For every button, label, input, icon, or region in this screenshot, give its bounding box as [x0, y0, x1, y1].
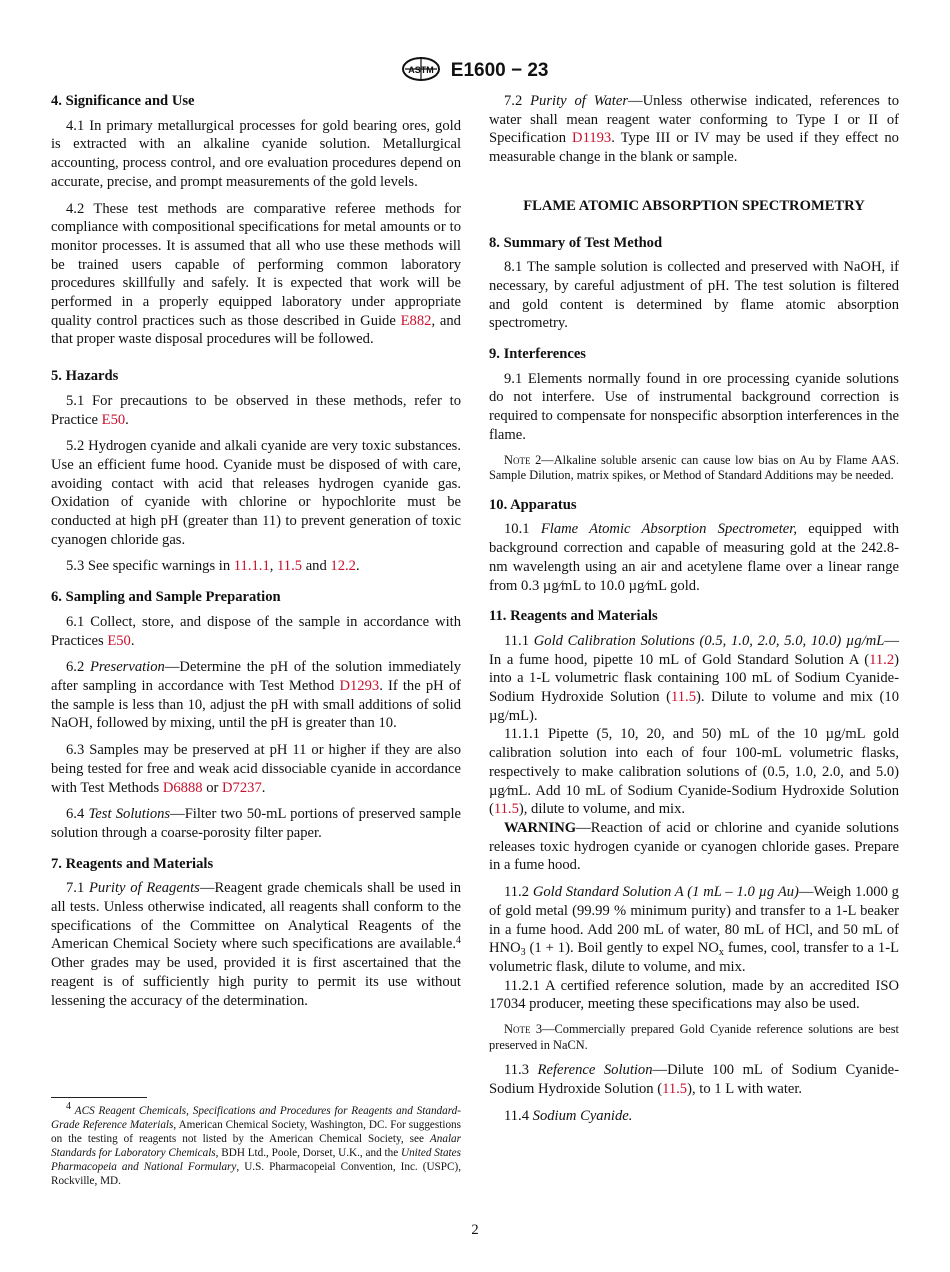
para-7-1: 7.1 Purity of Reagents—Reagent grade chemicals shall be used in all tests. Unless otherwise indicated, all reagents shall conform to the specifications of the Committee on Analytical Reagents of the American Chemical Society where such specifications are available.$^4$ Other grades may be used, provided it is first ascertained that the reagent is of sufficiently high purity to permit its use without lessening the accuracy of the determination. — [51, 880, 461, 1009]
para-11-1: 11.1 Gold Calibration Solutions (0.5, 1.0, 2.0, 5.0, 10.0) µg/mL—In a fume hood, pipette 10 mL of Gold Standard Solution A (11.2) into a 1-L volumetric flask containing 100 mL of Sodium Cyanide-Sodium Hydroxide Solution (11.5). Dilute to volume and mix (10 µg/mL). — [489, 632, 900, 724]
footnote-4: $^4$ ACS Reagent Chemicals, Specifications and Procedures for Reagents and Standard-Grade Reference Materials, American Chemical Society, Washington, DC. For suggestions on the testing of reagents not listed by the American Chemical Society, see Analar Standards for Laboratory Chemicals, BDH Ltd., Poole, Dorset, U.K., and the United States Pharmacopeia and National Formulary, U.S. Pharmacopeial Convention, Inc. (USPC), Rockville, MD. — [51, 1101, 461, 1187]
para-10-1: 10.1 Flame Atomic Absorption Spectrometer, equipped with background correction and capable of measuring gold at the 242.8-nm wavelength using an air and acetylene flame over a linear range from 0.3 µg⁄mL to 10.0 µg⁄mL gold. — [489, 521, 900, 594]
link-11-5[interactable]: 11.5 — [277, 558, 303, 575]
para-11-2-1: 11.2.1 A certified reference solution, made by an accredited ISO 17034 producer, meeting these specifications may also be used. — [489, 977, 899, 1013]
para-5-3: 5.3 See specific warnings in 11.1.1, 11.5 and 12.2. — [66, 558, 360, 575]
para-11-2: 11.2 Gold Standard Solution A (1 mL – 1.0 µg Au)—Weigh 1.000 g of gold metal (99.99 % minimum purity) and transfer to a 1-L beaker in a fume hood. Add 200 mL of water, 80 mL of HCl, and 50 mL of $HNO_3$ (1 + 1). Boil gently to expel $NO_x$ fumes, cool, transfer to a 1-L volumetric flask, dilute to volume, and mix. — [489, 884, 900, 975]
document-designation: E1600 − 23 — [450, 60, 549, 81]
faas-heading: FLAME ATOMIC ABSORPTION SPECTROMETRY — [523, 197, 865, 214]
link-12-2[interactable]: 12.2 — [330, 558, 356, 575]
para-11-1-1: 11.1.1 Pipette (5, 10, 20, and 50) mL of the 10 µg/mL gold calibration solution into each of four 100-mL volumetric flasks, respectively to make calibration solutions of (0.5, 1.0, 2.0, and 5.0) µg⁄mL. Add 10 mL of Sodium Cyanide-Sodium Hydroxide Solution (11.5), dilute to volume, and mix. — [489, 726, 899, 818]
link-e50-practices[interactable]: E50 — [107, 632, 131, 649]
section-5-title: 5. Hazards — [51, 368, 119, 385]
para-6-2: 6.2 Preservation—Determine the pH of the solution immediately after sampling in accordance with Test Method D1293. If the pH of the sample is less than 10, adjust the pH with small additions of solid NaOH, followed by mixing, until the pH is greater than 10. — [51, 659, 462, 732]
para-4-2: 4.2 These test methods are comparative referee methods for compliance with compositional specifications for metal amounts or to monitor processes. It is assumed that all who use these methods will be trained users capable of performing common laboratory procedures skillfully and safely. It is expected that work will be performed in a properly equipped laboratory under appropriate quality control practices such as those described in Guide E882, and that proper waste disposal procedures will be followed. — [51, 200, 461, 348]
note-2: Note 2—Alkaline soluble arsenic can cause low bias on Au by Flame AAS. Sample Dilution, matrix spikes, or Method of Standard Additions may be needed. — [489, 452, 899, 483]
para-5-1: 5.1 For precautions to be observed in these methods, refer to Practice E50. — [51, 392, 461, 428]
link-11-5-c[interactable]: 11.5 — [662, 1080, 688, 1097]
link-d6888[interactable]: D6888 — [162, 779, 203, 796]
link-d7237[interactable]: D7237 — [222, 779, 262, 796]
link-e50[interactable]: E50 — [101, 411, 126, 428]
link-d1293[interactable]: D1293 — [339, 677, 380, 694]
section-4-title: 4. Significance and Use — [51, 93, 195, 109]
right-column — [489, 92, 899, 1133]
para-6-1: 6.1 Collect, store, and dispose of the sample in accordance with Practices E50. — [51, 613, 461, 649]
link-11-5-a[interactable]: 11.5 — [671, 689, 696, 706]
footnote-ref-4: 4 — [456, 935, 461, 947]
link-e882[interactable]: E882 — [400, 312, 432, 329]
link-d1193[interactable]: D1193 — [572, 130, 612, 147]
footnote-rule — [51, 1097, 147, 1098]
left-column — [51, 92, 461, 1018]
section-9-title: 9. Interferences — [489, 346, 586, 363]
astm-logo-text: ASTM — [408, 65, 435, 75]
astm-logo-icon — [401, 56, 441, 88]
para-9-1: 9.1 Elements normally found in ore processing cyanide solutions do not interfere. Use of instrumental background correction is required to compensate for nonspecific absorption interferences in the flame. — [489, 370, 899, 443]
page-header — [0, 56, 950, 88]
para-11-4: 11.4 Sodium Cyanide. — [504, 1107, 633, 1124]
page-number: 2 — [471, 1222, 479, 1238]
section-7-title: 7. Reagents and Materials — [51, 855, 214, 872]
link-11-2[interactable]: 11.2 — [869, 651, 895, 668]
para-4-1: 4.1 In primary metallurgical processes for gold bearing ores, gold is extracted with an alkaline cyanide solution. Metallurgical accounting, process control, and ore evaluation procedures depend on accurate, precise, and prompt measurements of the gold levels. — [51, 117, 461, 190]
note-3: Note 3—Commercially prepared Gold Cyanide reference solutions are best preserved in NaCN. — [489, 1022, 899, 1052]
section-10-title: 10. Apparatus — [489, 496, 577, 513]
link-11-5-b[interactable]: 11.5 — [493, 801, 519, 818]
section-6-title: 6. Sampling and Sample Preparation — [51, 589, 281, 606]
para-8-1: 8.1 The sample solution is collected and preserved with NaOH, if necessary, by careful adjustment of pH. The test solution is filtered and gold content is determined by flame atomic absorption spectrometry. — [489, 259, 899, 332]
para-7-2: 7.2 Purity of Water—Unless otherwise indicated, references to water shall mean reagent water conforming to Type I or II of Specification D1193. Type III or IV may be used if they effect no measurable change in the blank or sample. — [489, 93, 900, 166]
para-5-2: 5.2 Hydrogen cyanide and alkali cyanide are very toxic substances. Use an efficient fume hood. Cyanide must be disposed of with care, avoiding contact with acid that releases hydrogen cyanide gas. Oxidation of cyanide with chlorine or hypochlorite must be conducted at high pH (greater than 11) to prevent generation of toxic cyanogen chloride gas. — [51, 438, 461, 548]
para-6-3: 6.3 Samples may be preserved at pH 11 or higher if they are also being tested for free and weak acid dissociable cyanide in accordance with Test Methods D6888 or D7237. — [51, 742, 461, 796]
para-6-4: 6.4 Test Solutions—Filter two 50-mL portions of preserved sample solution through a coarse-porosity filter paper. — [51, 806, 461, 841]
section-8-title: 8. Summary of Test Method — [489, 234, 663, 251]
para-11-3: 11.3 Reference Solution—Dilute 100 mL of Sodium Cyanide-Sodium Hydroxide Solution (11.5), to 1 L with water. — [489, 1062, 899, 1097]
section-11-title: 11. Reagents and Materials — [489, 608, 658, 625]
warning-paragraph: WARNING—Reaction of acid or chlorine and cyanide solutions releases toxic hydrogen cyanide or cyanogen chloride gases. Prepare in a fume hood. — [489, 819, 899, 874]
link-11-1-1[interactable]: 11.1.1 — [233, 558, 270, 575]
